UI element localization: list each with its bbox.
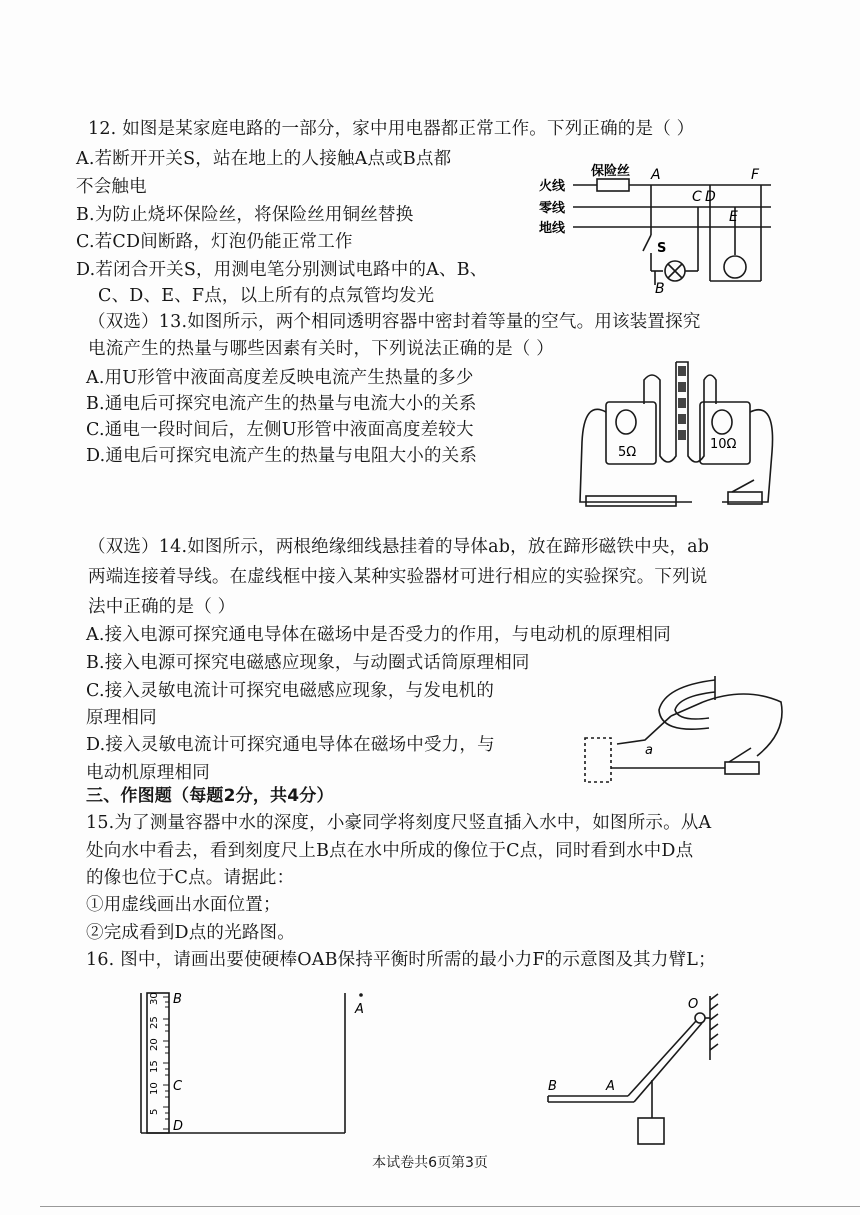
- joule-heating-apparatus-figure: [572, 352, 782, 517]
- q15-line-4: ①用虚线画出水面位置；: [86, 895, 281, 915]
- ruler-tick-15: 15: [149, 1060, 160, 1073]
- ruler-tick-30: 30: [149, 992, 160, 1005]
- q15-line-3: 的像也位于C点。请据此：: [86, 868, 295, 888]
- q14-option-c-cont: 原理相同: [86, 708, 157, 728]
- q13-stem: （双选）13.如图所示，两个相同透明容器中密封着等量的空气。用该装置探究: [88, 312, 701, 332]
- ruler-point-b-label: B: [173, 992, 182, 1007]
- pivot-o-label: O: [688, 997, 699, 1012]
- q13-option-d: D.通电后可探究电流产生的热量与电阻大小的关系: [86, 446, 478, 466]
- q14-stem-cont: 两端连接着导线。在虚线框中接入某种实验器材可进行相应的实验探究。下列说: [88, 567, 708, 587]
- section-three-heading: 三、作图题（每题2分，共4分）: [86, 786, 334, 806]
- q12-option-d-cont: C、D、E、F点，以上所有的点氖管均发光: [98, 286, 435, 306]
- q15-line-1: 15.为了测量容器中水的深度，小豪同学将刻度尺竖直插入水中，如图所示。从A: [86, 813, 712, 833]
- q12-option-b: B.为防止烧坏保险丝，将保险丝用铜丝替换: [76, 205, 414, 225]
- resistor-5-ohm-label: 5Ω: [618, 445, 637, 460]
- q14-stem-cont2: 法中正确的是（ ）: [88, 597, 236, 617]
- q14-option-a: A.接入电源可探究通电导体在磁场中是否受力的作用，与电动机的原理相同: [86, 625, 671, 645]
- q14-option-b: B.接入电源可探究电磁感应现象，与动圈式话筒原理相同: [86, 653, 530, 673]
- point-b-label: B: [655, 281, 665, 295]
- point-f-label: F: [751, 167, 760, 183]
- lever-point-b-label: B: [548, 1079, 557, 1094]
- live-wire-label: 火线: [539, 179, 566, 194]
- q14-option-c: C.接入灵敏电流计可探究电磁感应现象，与发电机的: [86, 681, 495, 701]
- q13-stem-cont: 电流产生的热量与哪些因素有关时，下列说法正确的是（ ）: [88, 339, 554, 359]
- ruler-point-c-label: C: [173, 1079, 183, 1094]
- fuse-label: 保险丝: [591, 164, 631, 179]
- q12-option-a-cont: 不会触电: [76, 177, 147, 197]
- page-footer: 本试卷共6页第3页: [372, 1155, 488, 1171]
- lever-oab-figure: [540, 990, 740, 1150]
- q14-stem: （双选）14.如图所示，两根绝缘细线悬挂着的导体ab，放在蹄形磁铁中央，ab: [88, 537, 710, 557]
- ruler-tick-10: 10: [149, 1082, 160, 1095]
- q13-option-c: C.通电一段时间后，左侧U形管中液面高度差较大: [86, 420, 474, 440]
- point-a-label: A: [651, 167, 661, 183]
- lever-point-a-label: A: [606, 1079, 615, 1094]
- bottom-rule: [40, 1206, 860, 1207]
- household-circuit-figure: [535, 155, 785, 295]
- q12-option-d: D.若闭合开关S，用测电笔分别测试电路中的A、B、: [76, 260, 488, 280]
- ruler-tick-25: 25: [149, 1016, 160, 1029]
- observer-point-a-label: A: [355, 1002, 364, 1017]
- q16-line-1: 16. 图中，请画出要使硬棒OAB保持平衡时所需的最小力F的示意图及其力臂L；: [86, 950, 716, 970]
- ruler-tick-5: 5: [149, 1108, 160, 1115]
- ruler-tick-20: 20: [149, 1038, 160, 1051]
- ruler-container-figure: [135, 985, 380, 1145]
- q15-line-2: 处向水中看去，看到刻度尺上B点在水中所成的像位于C点，同时看到水中D点: [86, 841, 694, 861]
- q15-line-5: ②完成看到D点的光路图。: [86, 923, 295, 943]
- conductor-a-label: a: [645, 743, 653, 758]
- q12-stem: 12. 如图是某家庭电路的一部分，家中用电器都正常工作。下列正确的是（ ）: [88, 119, 695, 139]
- point-c-label: C: [692, 189, 702, 205]
- magnet-conductor-figure: [575, 672, 785, 790]
- resistor-10-ohm-label: 10Ω: [710, 437, 737, 452]
- point-e-label: E: [729, 209, 738, 225]
- switch-s-label: S: [657, 241, 667, 256]
- ground-wire-label: 地线: [539, 221, 566, 236]
- point-d-label: D: [705, 189, 716, 205]
- q13-option-a: A.用U形管中液面高度差反映电流产生热量的多少: [86, 368, 474, 388]
- q13-option-b: B.通电后可探究电流产生的热量与电流大小的关系: [86, 394, 477, 414]
- q12-option-a: A.若断开开关S，站在地上的人接触A点或B点都: [76, 149, 452, 169]
- q14-option-d: D.接入灵敏电流计可探究通电导体在磁场中受力，与: [86, 735, 495, 755]
- q14-option-d-cont: 电动机原理相同: [86, 763, 210, 783]
- q12-option-c: C.若CD间断路，灯泡仍能正常工作: [76, 232, 353, 252]
- ruler-point-d-label: D: [173, 1119, 184, 1134]
- neutral-wire-label: 零线: [539, 201, 566, 216]
